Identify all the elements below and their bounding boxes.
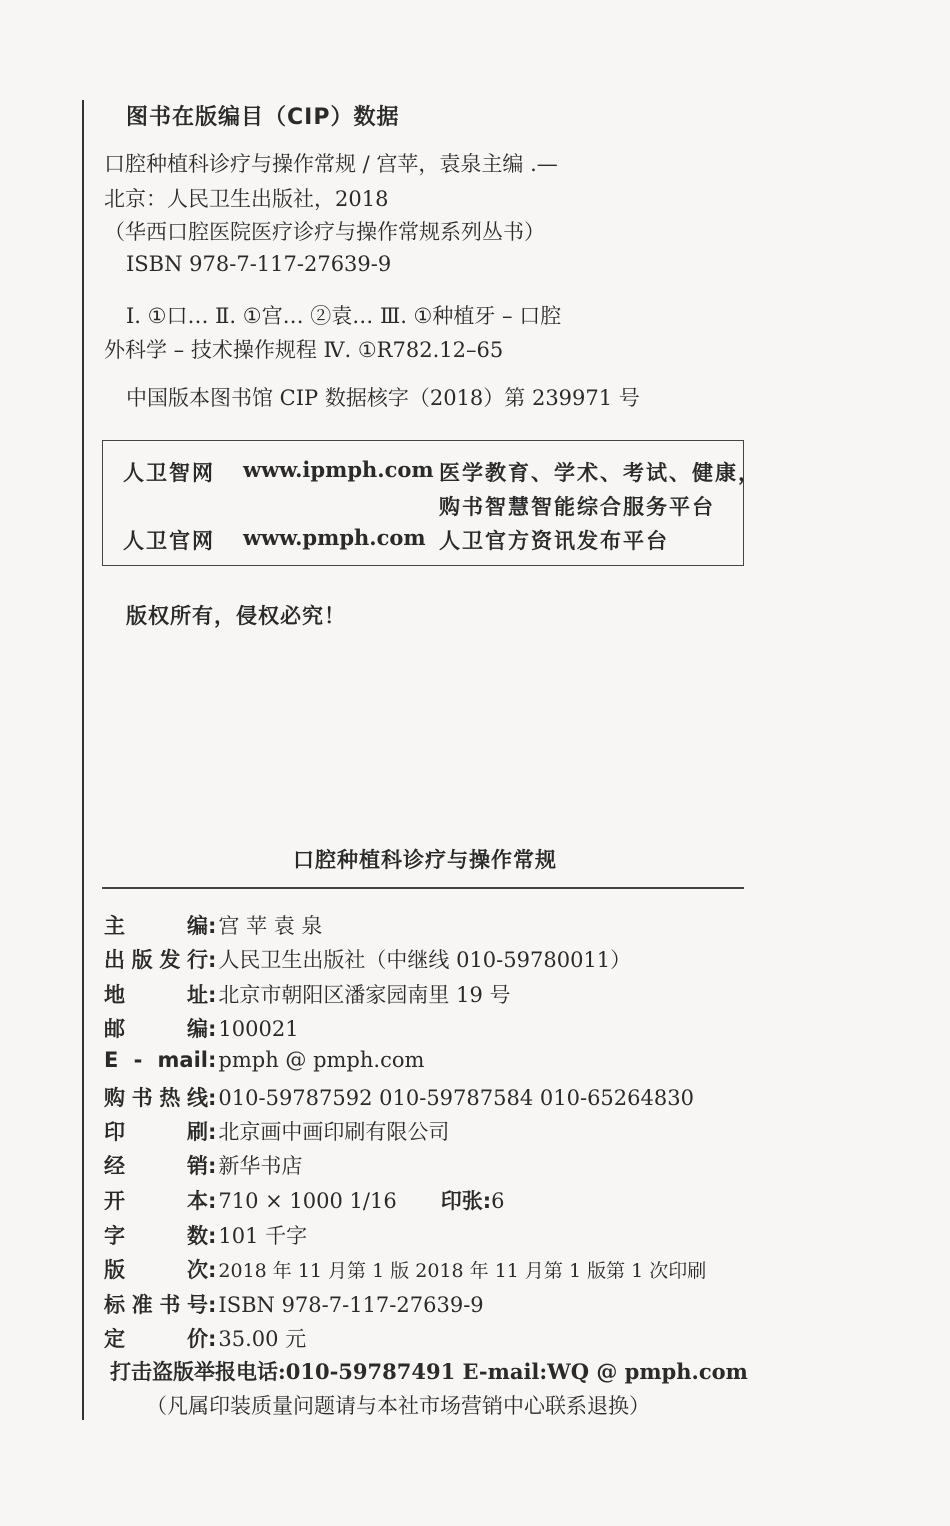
detail-email: E - mail:pmph @ pmph.com [104,1048,425,1072]
website-desc: 医学教育、学术、考试、健康， [439,461,761,485]
website-name: 人卫智网 [123,461,215,485]
left-margin-rule [82,100,84,1420]
cip-title: 图书在版编目（CIP）数据 [126,105,400,130]
copyright-notice: 版权所有，侵权必究！ [126,604,346,628]
cip-line: Ⅰ. ①口… Ⅱ. ①宫… ②袁… Ⅲ. ①种植牙 – 口腔 [126,304,562,328]
detail-distributor: 经销:新华书店 [104,1154,303,1178]
detail-publisher: 出版发行:人民卫生出版社（中继线 010-59780011） [104,948,632,972]
detail-words: 字数:101 千字 [104,1224,308,1248]
websites-box [102,440,761,566]
book-title: 口腔种植科诊疗与操作常规 [293,848,557,872]
website-name: 人卫官网 [123,529,215,553]
divider [102,887,744,889]
anti-piracy-hotline: 打击盗版举报电话:010-59787491 E-mail:WQ @ pmph.com [110,1359,748,1384]
detail-postcode: 邮编:100021 [104,1017,299,1041]
detail-address: 地址:北京市朝阳区潘家园南里 19 号 [104,983,511,1007]
detail-format: 开本:710 × 1000 1/16 印张:6 [104,1189,505,1213]
detail-printer: 印刷:北京画中画印刷有限公司 [104,1120,450,1144]
website-desc: 购书智慧智能综合服务平台 [439,495,715,519]
cip-line: 外科学 – 技术操作规程 Ⅳ. ①R782.12–65 [104,338,504,362]
detail-editor: 主编:宫 苹 袁 泉 [104,914,323,938]
cip-line: ISBN 978-7-117-27639-9 [126,252,392,276]
cip-line: 北京：人民卫生出版社，2018 [104,187,389,211]
quality-note: （凡属印装质量问题请与本社市场营销中心联系退换） [146,1394,650,1418]
cip-line: （华西口腔医院医疗诊疗与操作常规系列丛书） [104,220,545,244]
cip-line: 中国版本图书馆 CIP 数据核字（2018）第 239971 号 [126,386,640,410]
detail-price: 定价:35.00 元 [104,1327,307,1351]
cip-line: 口腔种植科诊疗与操作常规 / 宫苹，袁泉主编 .— [104,152,558,176]
detail-hotline: 购书热线:010-59787592 010-59787584 010-65264830 [104,1086,694,1110]
detail-isbn: 标准书号:ISBN 978-7-117-27639-9 [104,1293,484,1317]
website-url[interactable]: www.pmph.com [243,525,426,550]
website-desc: 人卫官方资讯发布平台 [439,529,669,553]
website-url[interactable]: www.ipmph.com [243,457,434,482]
detail-edition: 版次: 2018 年 11 月第 1 版 2018 年 11 月第 1 版第 1 次印刷 [104,1258,707,1282]
